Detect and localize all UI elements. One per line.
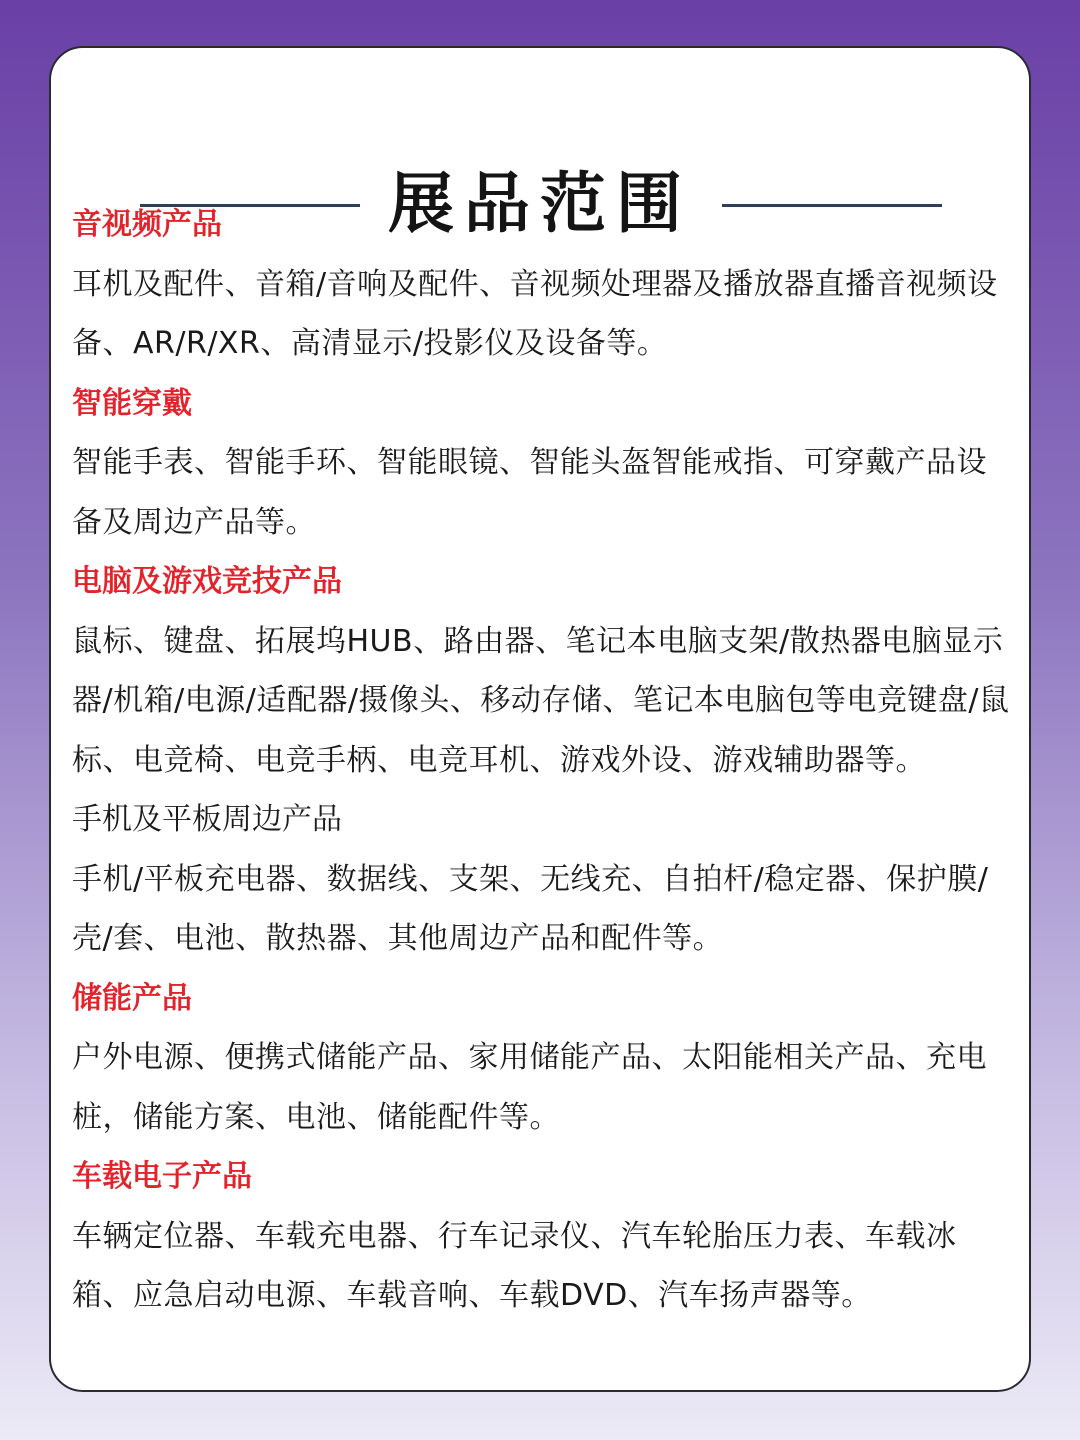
section-heading: 手机及平板周边产品 bbox=[72, 802, 342, 837]
section-computer-gaming bbox=[72, 552, 1012, 790]
content-card bbox=[49, 46, 1031, 1392]
section-heading: 电脑及游戏竞技产品 bbox=[72, 564, 342, 599]
section-automotive bbox=[72, 1147, 1012, 1326]
exhibit-sections bbox=[72, 195, 1012, 1326]
section-heading: 音视频产品 bbox=[72, 207, 222, 242]
section-energy-storage bbox=[72, 969, 1012, 1148]
section-body: 户外电源、便携式储能产品、家用储能产品、太阳能相关产品、充电桩，储能方案、电池、储能配件等。 bbox=[72, 1040, 987, 1135]
section-body: 鼠标、键盘、拓展坞HUB、路由器、笔记本电脑支架/散热器电脑显示器/机箱/电源/适配器/摄像头、移动存储、笔记本电脑包等电竞键盘/鼠标、电竞椅、电竞手柄、电竞耳机、游戏外设、游戏辅助器等。 bbox=[72, 623, 1010, 778]
section-audio-video bbox=[72, 195, 1012, 374]
section-body: 耳机及配件、音箱/音响及配件、音视频处理器及播放器直播音视频设备、AR/R/XR、高清显示/投影仪及设备等。 bbox=[72, 266, 998, 361]
section-mobile-tablet bbox=[72, 790, 1012, 969]
section-heading: 储能产品 bbox=[72, 980, 192, 1016]
section-heading: 车载电子产品 bbox=[72, 1159, 252, 1194]
section-body: 车辆定位器、车载充电器、行车记录仪、汽车轮胎压力表、车载冰箱、应急启动电源、车载音响、车载DVD、汽车扬声器等。 bbox=[72, 1218, 957, 1313]
section-body: 手机/平板充电器、数据线、支架、无线充、自拍杆/稳定器、保护膜/壳/套、电池、散热器、其他周边产品和配件等。 bbox=[72, 861, 989, 956]
page-title: 展品范围 bbox=[388, 165, 692, 242]
section-heading: 智能穿戴 bbox=[72, 385, 192, 421]
section-wearables bbox=[72, 374, 1012, 553]
section-body: 智能手表、智能手环、智能眼镜、智能头盔智能戒指、可穿戴产品设备及周边产品等。 bbox=[72, 445, 987, 540]
